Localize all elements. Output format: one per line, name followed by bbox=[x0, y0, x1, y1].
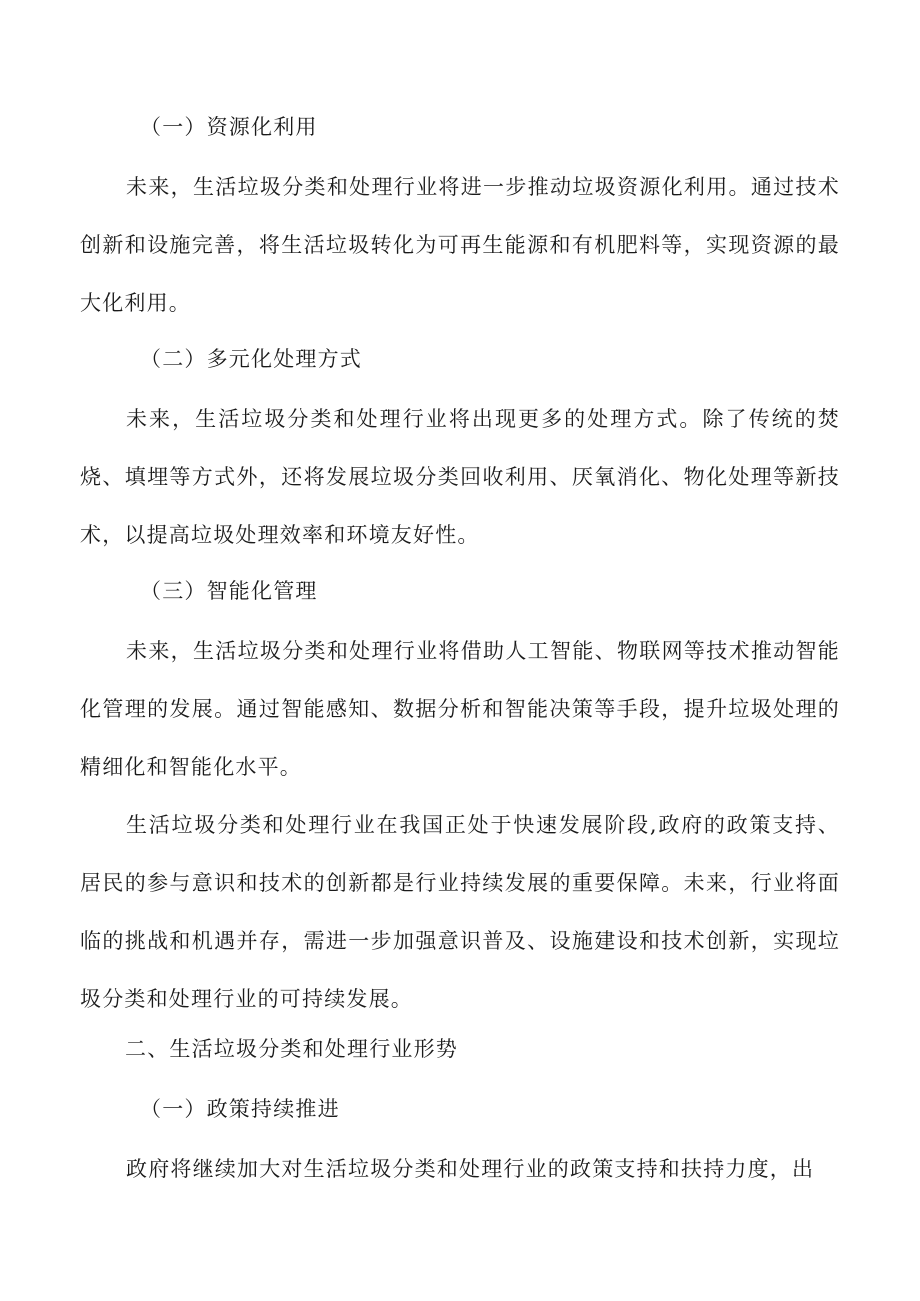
paragraph-resource-utilization: 未来，生活垃圾分类和处理行业将进一步推动垃圾资源化利用。通过技术创新和设施完善，将生活垃圾转化为可再生能源和有机肥料等，实现资源的最大化利用。 bbox=[80, 175, 840, 315]
paragraph-summary: 生活垃圾分类和处理行业在我国正处于快速发展阶段,政府的政策支持、居民的参与意识和技术的创新都是行业持续发展的重要保障。未来，行业将面临的挑战和机遇并存，需进一步加强意识普及、设施建设和技术创新，实现垃圾分类和处理行业的可持续发展。 bbox=[80, 813, 840, 1011]
paragraph-policy-promotion: 政府将继续加大对生活垃圾分类和处理行业的政策支持和扶持力度，出 bbox=[126, 1157, 815, 1181]
paragraph-diversified-treatment: 未来，生活垃圾分类和处理行业将出现更多的处理方式。除了传统的焚烧、填埋等方式外，还将发展垃圾分类回收利用、厌氧消化、物化处理等新技术，以提高垃圾处理效率和环境友好性。 bbox=[80, 407, 840, 547]
heading-resource-utilization: （一）资源化利用 bbox=[140, 115, 318, 139]
paragraph-intelligent-management: 未来，生活垃圾分类和处理行业将借助人工智能、物联网等技术推动智能化管理的发展。通过智能感知、数据分析和智能决策等手段，提升垃圾处理的精细化和智能化水平。 bbox=[80, 639, 840, 779]
heading-intelligent-management: （三）智能化管理 bbox=[140, 579, 318, 603]
heading-diversified-treatment: （二）多元化处理方式 bbox=[140, 347, 362, 371]
heading-policy-promotion: （一）政策持续推进 bbox=[140, 1097, 340, 1121]
heading-section-two: 二、生活垃圾分类和处理行业形势 bbox=[125, 1037, 458, 1061]
